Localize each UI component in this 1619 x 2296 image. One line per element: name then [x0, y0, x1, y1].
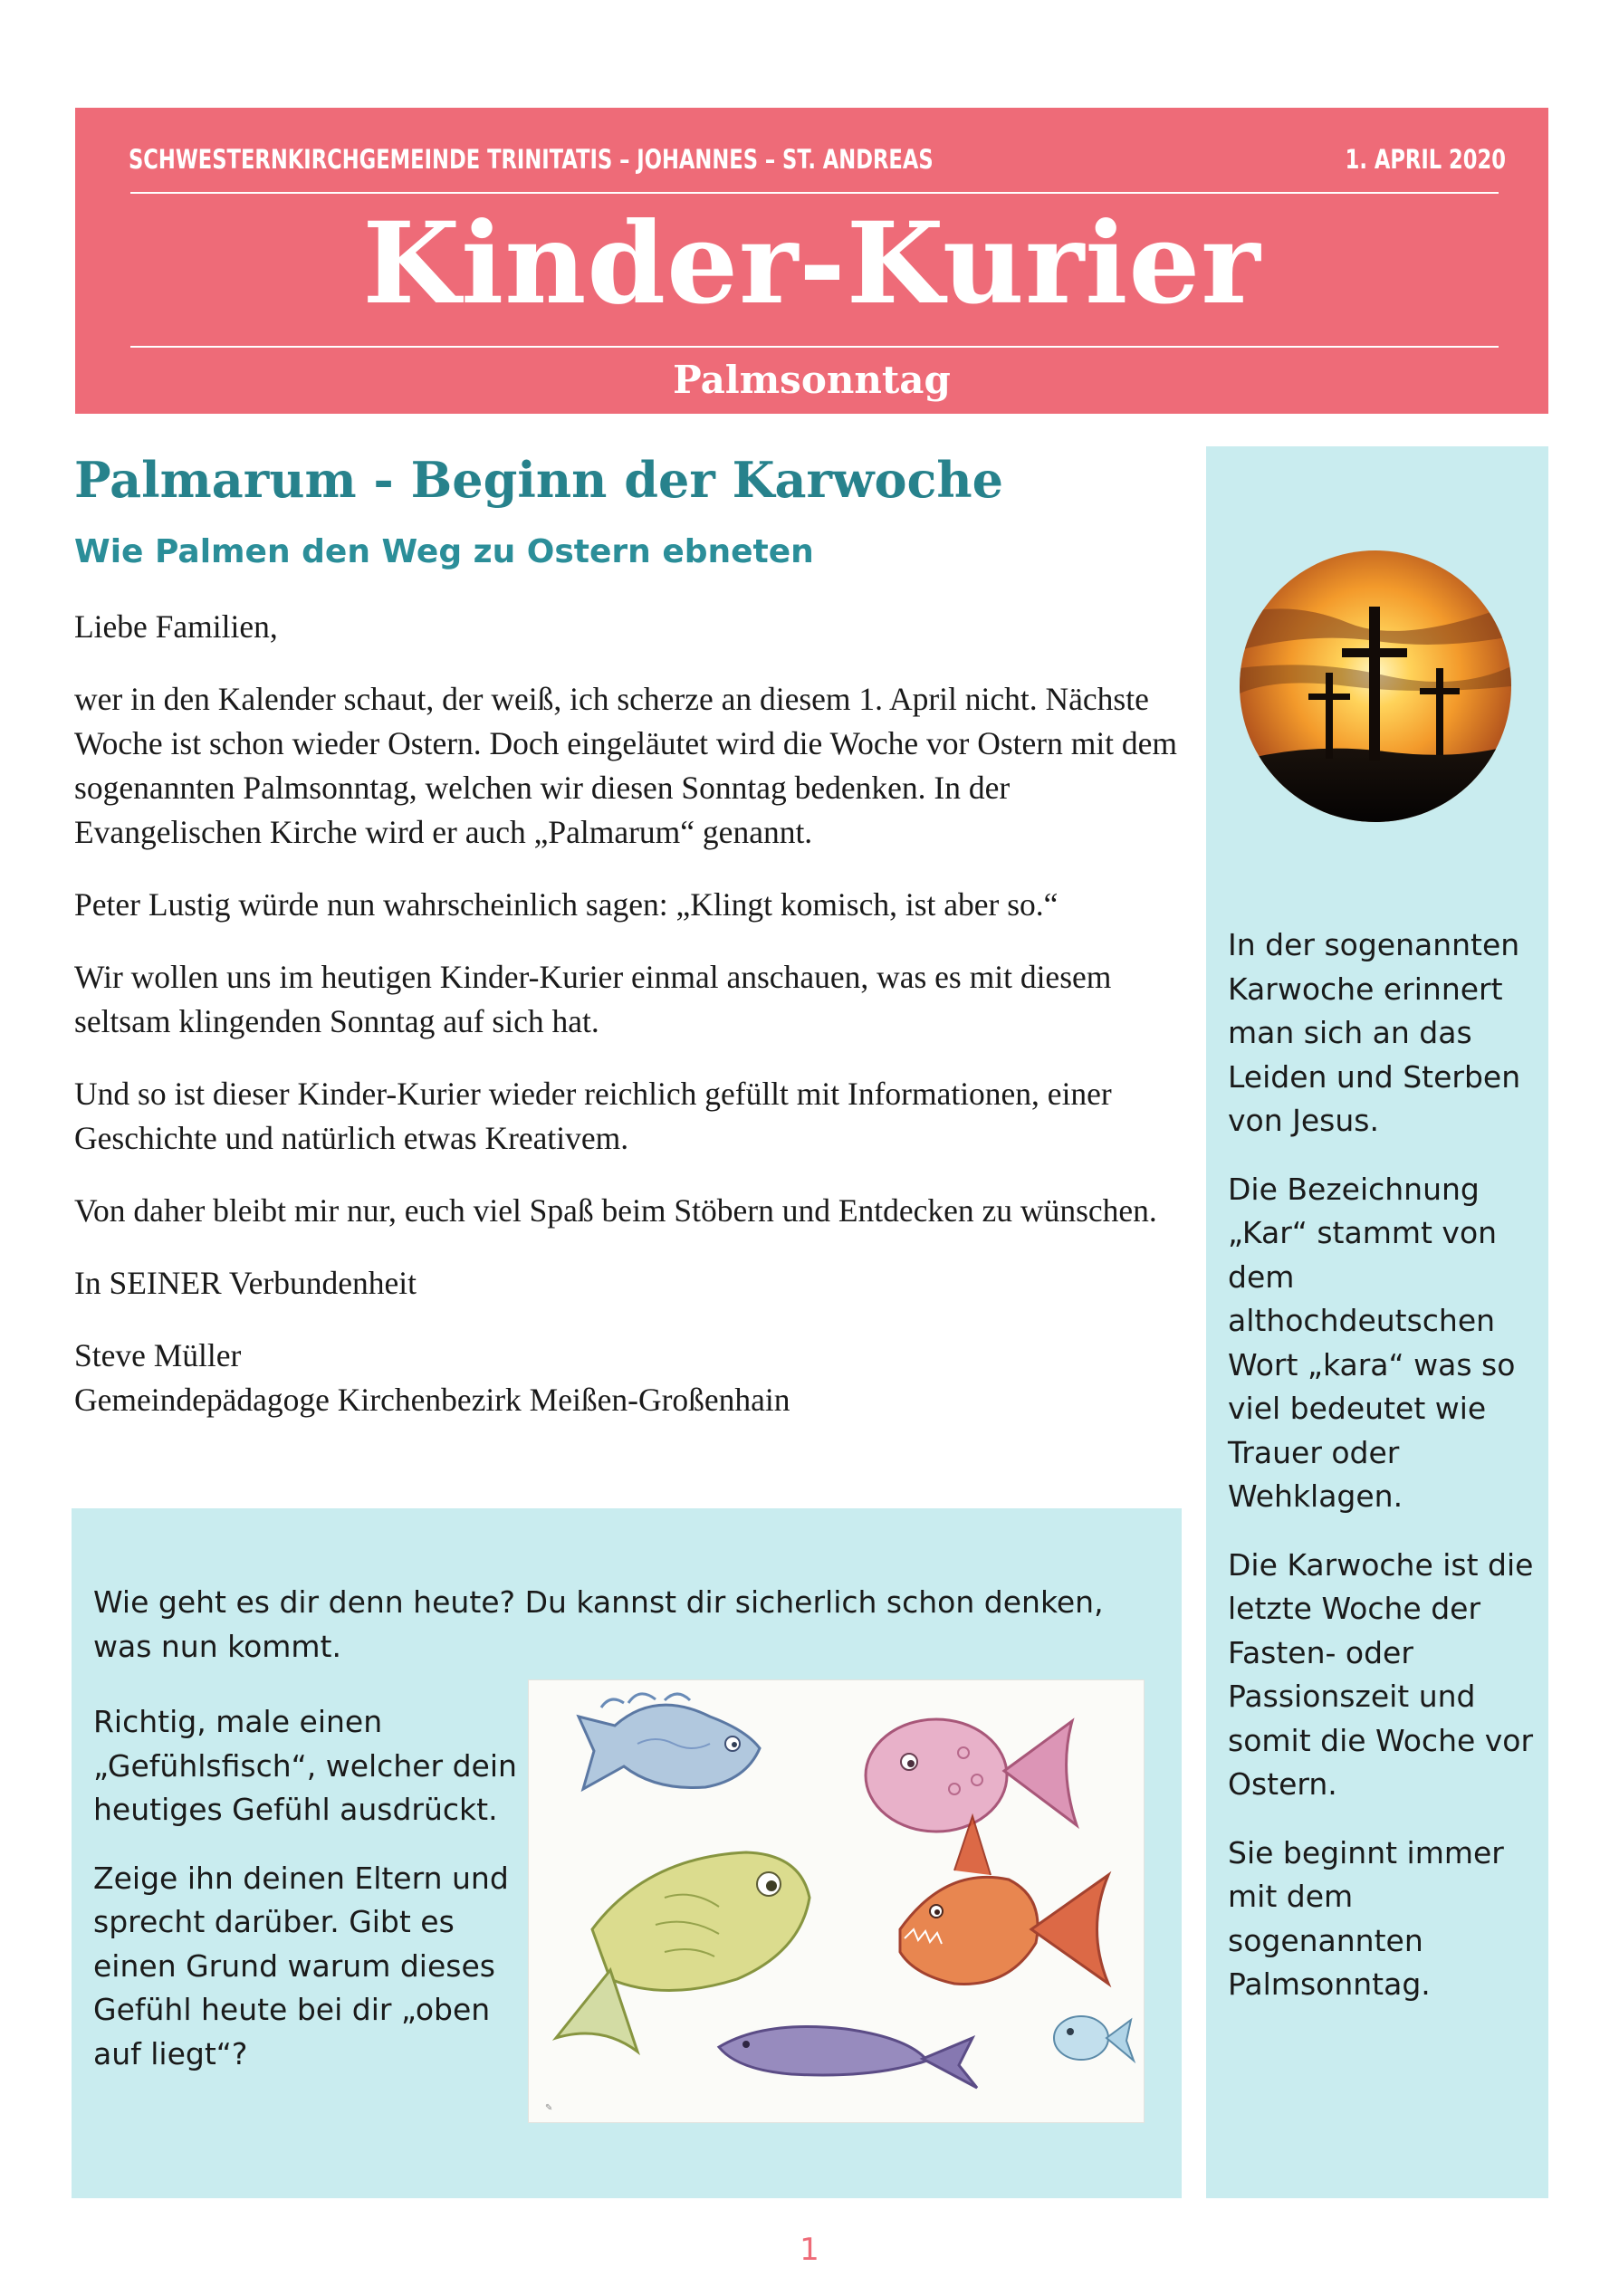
issue-date: 1. APRIL 2020 [1345, 144, 1506, 175]
parish-name: SCHWESTERNKIRCHGEMEINDE TRINITATIS – JOHANNES – ST. ANDREAS [129, 144, 934, 175]
left-cross [1326, 673, 1333, 759]
paragraph: Und so ist dieser Kinder-Kurier wieder reichlich gefüllt mit Informationen, einer Geschichte und natürlich etwas Kreativem. [74, 1076, 1112, 1156]
small-blue-fish-drawing [1054, 2016, 1134, 2061]
masthead-topline [129, 144, 1506, 175]
paragraph: wer in den Kalender schaut, der weiß, ich scherze an diesem 1. April nicht. Nächste Woche ist schon wieder Ostern. Doch eingeläutet wird die Woche vor Ostern mit dem sogenannten Palmsonntag, welchen wir diesen Sonntag bedenken. In der Evangelischen Kirche wird er auch „Palmarum“ genannt. [74, 681, 1178, 850]
right-cross [1436, 668, 1443, 755]
newsletter-title: Kinder-Kurier [362, 198, 1261, 330]
center-cross [1369, 607, 1380, 761]
activity-box [72, 1508, 1182, 2198]
purple-fish-drawing [719, 2027, 977, 2089]
green-fish-drawing [556, 1852, 810, 2052]
blue-fish-drawing [579, 1694, 760, 1789]
issue-topic: Palmsonntag [673, 358, 951, 402]
activity-instructions [93, 1700, 519, 2100]
red-fish-drawing [900, 1816, 1108, 1984]
sidebar-text [1228, 923, 1540, 2032]
sidebar-paragraph: In der sogenannten Karwoche erinnert man sich an das Leiden und Sterben von Jesus. [1228, 927, 1521, 1138]
masthead-divider-bottom [130, 346, 1499, 348]
closing: In SEINER Verbundenheit [74, 1265, 417, 1301]
paragraph: Peter Lustig würde nun wahrscheinlich sagen: „Klingt komisch, ist aber so.“ [74, 886, 1059, 923]
paragraph: Von daher bleibt mir nur, euch viel Spaß beim Stöbern und Entdecken zu wünschen. [74, 1192, 1157, 1229]
pink-fish-drawing [866, 1719, 1077, 1832]
sidebar-paragraph: Sie beginnt immer mit dem sogenannten Palmsonntag. [1228, 1834, 1504, 2002]
page-number: 1 [800, 2232, 819, 2268]
signature-name: Steve Müller [74, 1337, 242, 1373]
sidebar-paragraph: Die Bezeichnung „Kar“ stammt von dem althochdeutschen Wort „kara“ was so viel bedeutet wie Trauer oder Wehklagen. [1228, 1171, 1516, 1514]
salutation: Liebe Familien, [74, 608, 278, 645]
masthead [75, 108, 1548, 414]
activity-paragraph: Richtig, male einen „Gefühlsfisch“, welcher dein heutiges Gefühl ausdrückt. [93, 1704, 517, 1827]
activity-intro: Wie geht es dir denn heute? Du kannst dir sicherlich schon denken, was nun kommt. [93, 1584, 1104, 1664]
paragraph: Wir wollen uns im heutigen Kinder-Kurier einmal anschauen, was es mit diesem seltsam klingenden Sonntag auf sich hat. [74, 959, 1112, 1039]
three-crosses-sunset-image [1240, 550, 1511, 822]
article-body [74, 605, 1188, 1422]
signature-role: Gemeindepädagoge Kirchenbezirk Meißen-Großenhain [74, 1382, 790, 1418]
article-title: Palmarum - Beginn der Karwoche [74, 451, 1003, 509]
svg-text:✎: ✎ [545, 2103, 553, 2113]
masthead-divider-top [130, 192, 1499, 194]
sidebar-paragraph: Die Karwoche ist die letzte Woche der Fasten- oder Passionszeit und somit die Woche vor Ostern. [1228, 1546, 1534, 1802]
feeling-fish-drawings [528, 1679, 1145, 2123]
info-sidebar [1206, 446, 1548, 2198]
article-subtitle: Wie Palmen den Weg zu Ostern ebneten [74, 533, 814, 570]
activity-paragraph: Zeige ihn deinen Eltern und sprecht darüber. Gibt es einen Grund warum dieses Gefühl heute bei dir „oben auf liegt“? [93, 1860, 509, 2071]
